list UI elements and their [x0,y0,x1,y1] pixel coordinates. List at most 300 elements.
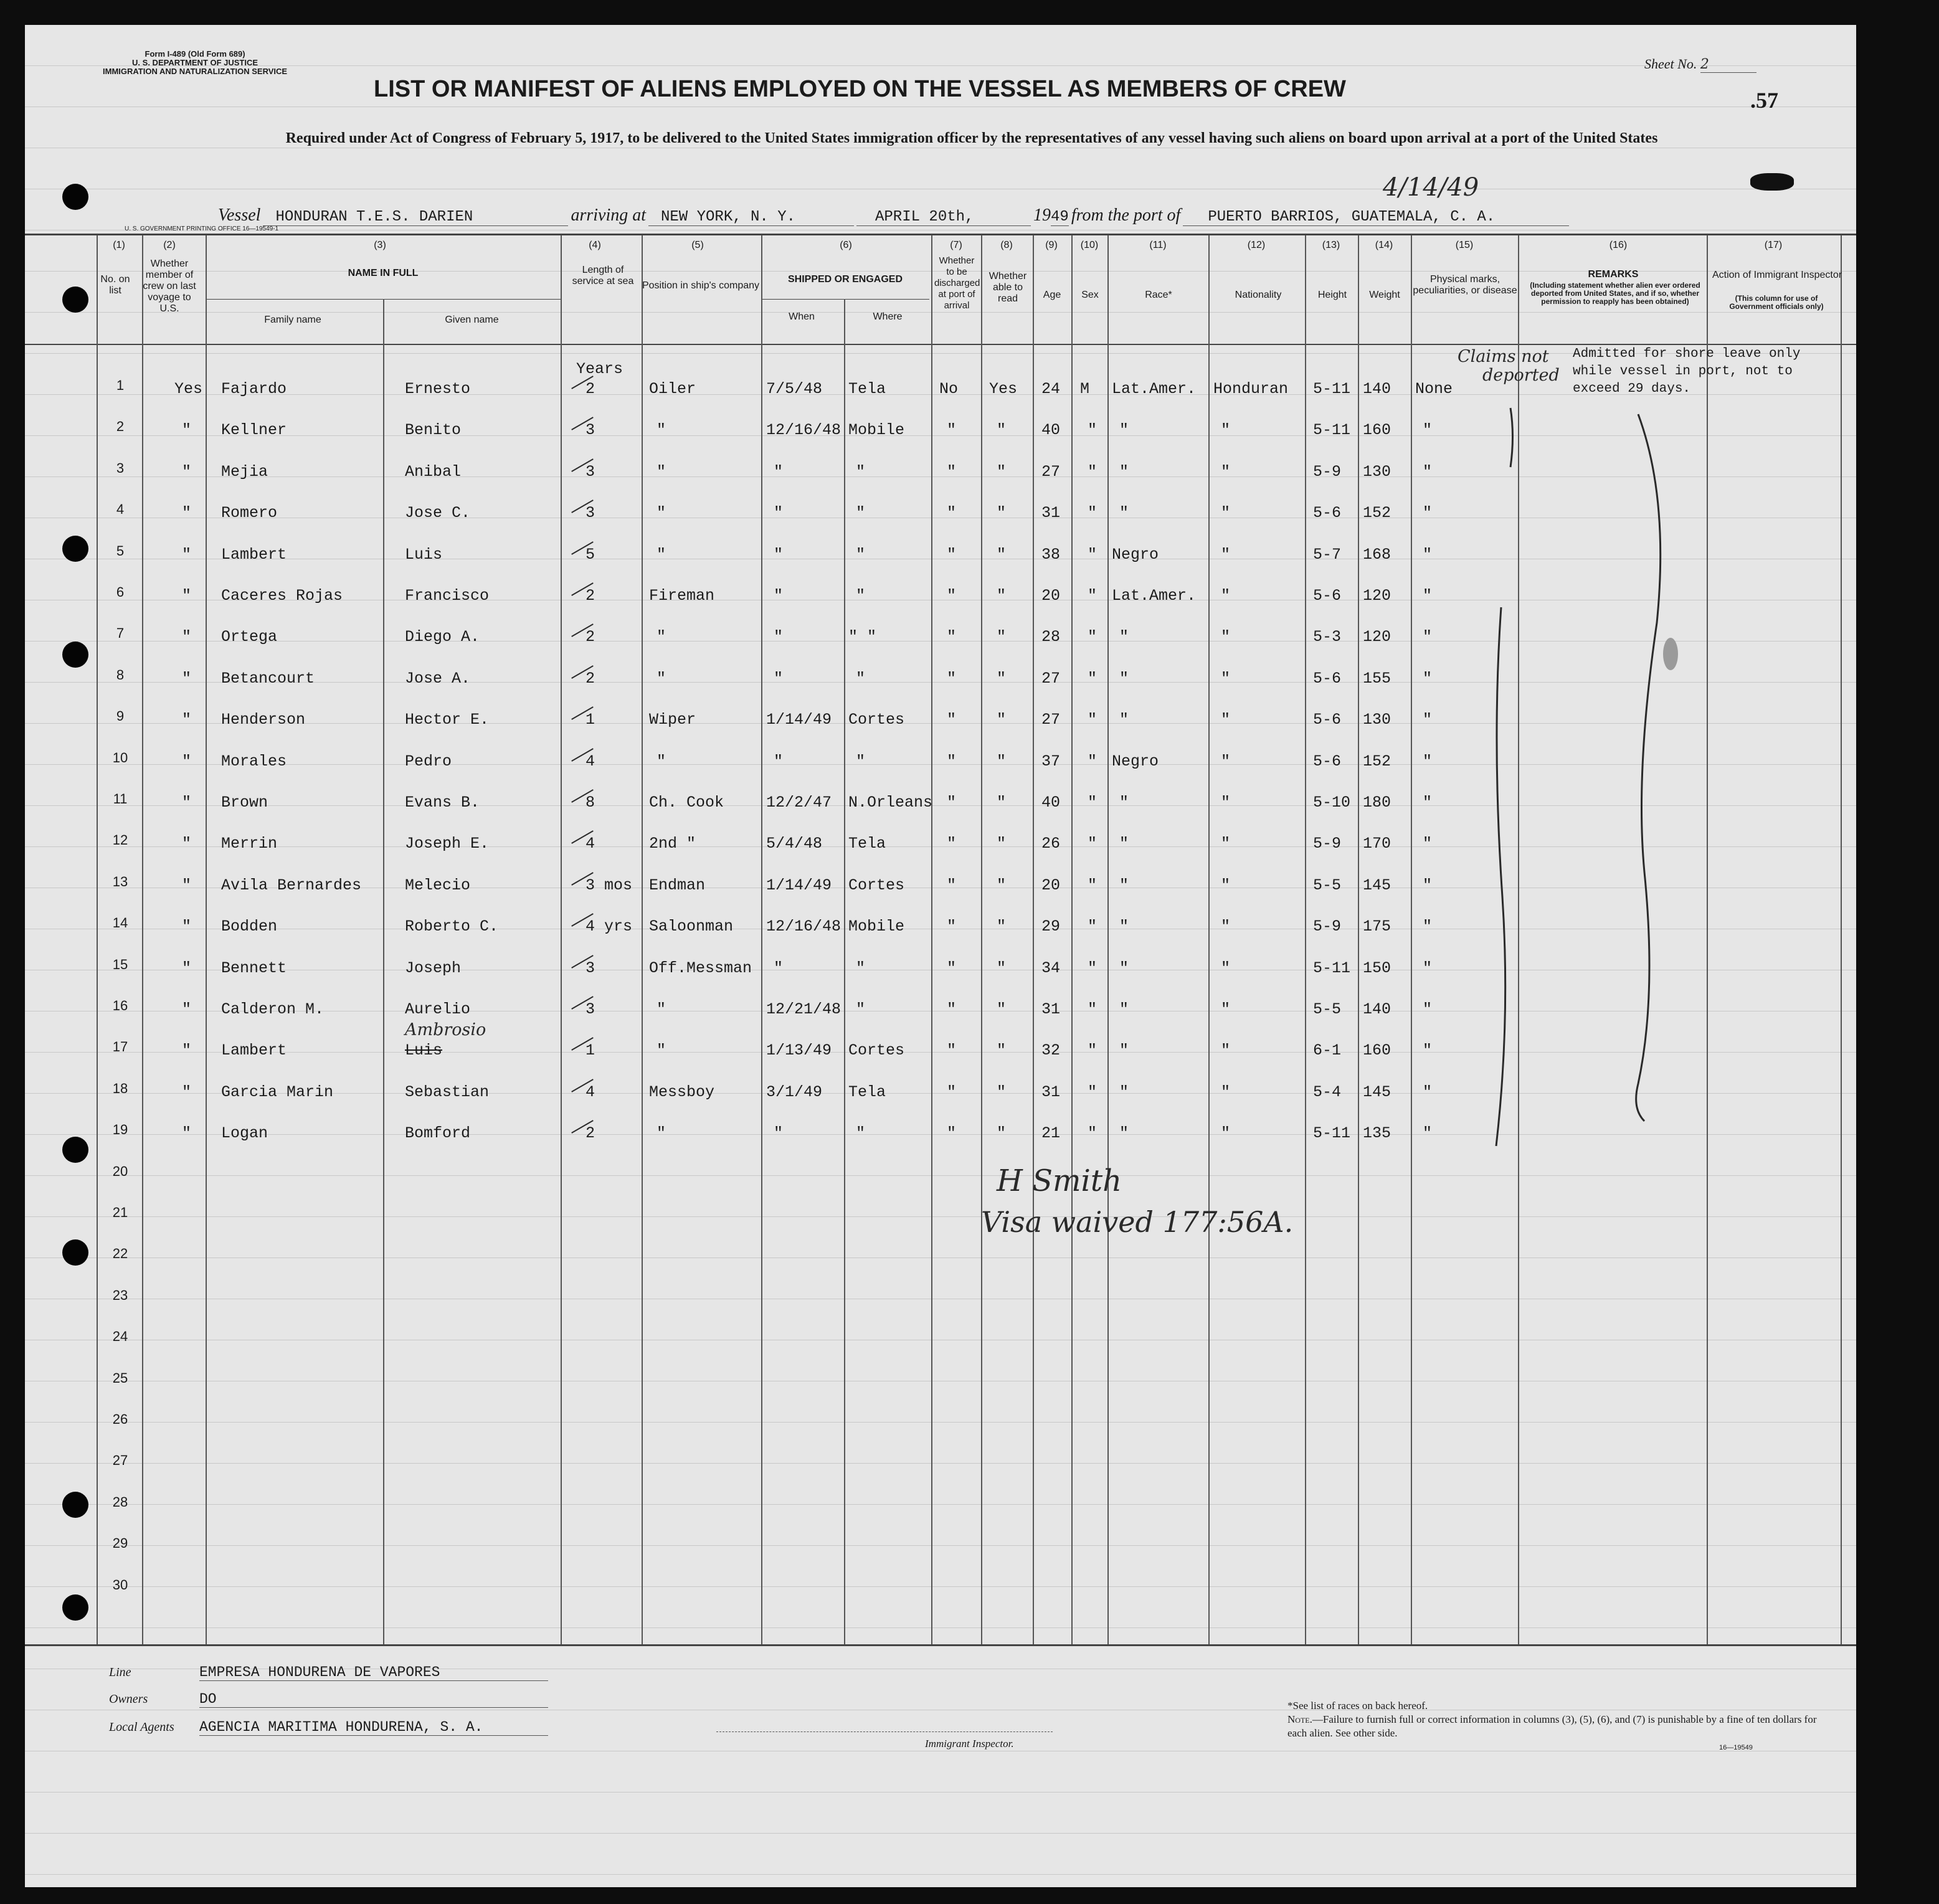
footer-owners [109,1691,548,1708]
sex: " [1088,1124,1098,1143]
weight: 120 [1363,628,1391,647]
row-number: 19 [112,1122,128,1138]
discharged: " [947,793,957,812]
remarks-line: Admitted for shore leave only [1573,347,1801,361]
header-bottom-rule [25,344,1856,345]
punch-hole [62,1239,88,1266]
row-number: 6 [116,584,125,600]
note-prefix: Note. [1287,1713,1312,1725]
given-name: Ernesto [405,380,471,398]
col-header-family: Family name [264,315,321,325]
crew-flag: " [182,1041,192,1060]
physical-marks: None [1415,380,1453,398]
service-length: 4 yrs [585,917,633,936]
given-name: Joseph [405,959,462,977]
shipped-where: " [856,587,866,605]
position: " [657,628,666,647]
row-number: 21 [112,1205,128,1220]
given-name: Luis [405,545,443,564]
row-number: 7 [116,625,125,642]
col-header-remarks: REMARKS [1588,269,1639,280]
position: " [657,1000,666,1018]
remarks-hand-line: deported [1482,366,1560,385]
discharged: " [947,545,957,564]
family-name: Betancourt [221,669,315,688]
service-length: 5 [585,545,595,564]
col-header-position: Position in ship's company [642,280,760,291]
column-number: (10) [1080,240,1099,250]
shipped-where: " [856,462,866,481]
age: 31 [1041,1000,1061,1018]
family-name: Henderson [221,711,306,729]
remarks-hand-line: Claims not [1458,347,1549,366]
nationality: " [1221,752,1231,770]
position: Wiper [649,711,696,729]
weight: 152 [1363,752,1391,770]
weight: 130 [1363,711,1391,729]
height: 5-4 [1313,1082,1342,1101]
column-divider [97,235,98,1644]
weight: 130 [1363,462,1391,481]
shipped-where: N.Orleans [848,793,933,812]
sex: " [1088,711,1098,729]
race: Negro [1112,545,1159,564]
discharged: " [947,587,957,605]
col-header-read: Whether able to read [988,271,1027,304]
family-name: Garcia Marin [221,1082,334,1101]
column-divider [642,235,643,1644]
row-number: 20 [112,1163,128,1179]
column-divider [1358,235,1359,1644]
sheet-label: Sheet No. [1644,56,1697,72]
shipped-where: Cortes [848,876,905,894]
position: Saloonman [649,917,734,936]
able-to-read: " [997,504,1007,523]
page-number: .57 [1750,88,1778,113]
remarks-line: exceed 29 days. [1573,382,1691,396]
col-header-remarks-sub: (Including statement whether alien ever ordered deported from United States, and if so, whether permission to reapply has been obtained) [1530,281,1700,306]
from-label: from the port of [1071,206,1181,225]
race: " [1119,1082,1129,1101]
arrival-date: APRIL 20th, [856,209,1031,226]
crew-flag: " [182,587,192,605]
shipped-when: 1/13/49 [766,1041,832,1060]
printer-mark: U. S. GOVERNMENT PRINTING OFFICE 16—19549-1 [125,225,279,232]
row-number: 22 [112,1246,128,1262]
age: 20 [1041,876,1061,894]
shipped-when: 1/14/49 [766,711,832,729]
punch-hole [62,1594,88,1621]
sheet-number [1644,56,1756,73]
nationality: " [1221,1041,1231,1060]
shipped-where: " [856,669,866,688]
able-to-read: " [997,1082,1007,1101]
family-name: Romero [221,504,278,523]
age: 27 [1041,462,1061,481]
shipped-where: Mobile [848,421,905,440]
service-length: 4 [585,835,595,853]
crew-flag: Yes [174,380,203,398]
shipped-where: Cortes [848,711,905,729]
race: " [1119,1124,1129,1143]
shipped-where: Tela [848,1082,886,1101]
height: 5-6 [1313,711,1342,729]
row-number: 9 [116,708,125,724]
able-to-read: " [997,959,1007,977]
weight: 140 [1363,1000,1391,1018]
punch-hole [62,536,88,562]
crew-flag: " [182,1082,192,1101]
discharged: " [947,1000,957,1018]
shipped-when: " [774,504,784,523]
column-number: (15) [1455,240,1474,250]
nationality: " [1221,545,1231,564]
height: 5-7 [1313,545,1342,564]
able-to-read: " [997,917,1007,936]
family-name: Logan [221,1124,268,1143]
able-to-read: " [997,545,1007,564]
table-bottom-rule [25,1644,1856,1646]
height: 5-11 [1313,1124,1351,1143]
row-number: 23 [112,1287,128,1303]
race: " [1119,711,1129,729]
remarks-typed [1573,346,1800,398]
col-header-given: Given name [445,315,499,325]
sex: " [1088,917,1098,936]
race: " [1119,462,1129,481]
footer-line [109,1664,548,1681]
service-length: 4 [585,752,595,770]
col-header-action: Action of Immigrant Inspector [1712,270,1842,280]
year-prefix: 19 [1033,206,1051,225]
physical-marks: " [1423,752,1433,770]
service-length: 3 [585,421,595,440]
column-divider [1071,235,1073,1644]
col-header-nationality: Nationality [1235,290,1282,300]
weight: 135 [1363,1124,1391,1143]
column-number: (13) [1322,240,1340,250]
column-number: (16) [1609,240,1628,250]
race: Lat.Amer. [1112,380,1197,398]
shipped-where: " [856,1000,866,1018]
crew-flag: " [182,876,192,894]
sex: " [1088,959,1098,977]
column-divider [561,235,562,1644]
col-header-marks: Physical marks, peculiarities, or disease [1413,274,1517,296]
given-name: Anibal [405,462,462,481]
position: Ch. Cook [649,793,724,812]
shipped-where: Tela [848,835,886,853]
given-name: Diego A. [405,628,480,647]
row-number: 28 [112,1494,128,1510]
col-header-race: Race* [1145,290,1172,300]
col-header-action-sub: (This column for use of Government officials only) [1729,294,1824,311]
height: 5-6 [1313,669,1342,688]
arriving-label: arriving at [571,206,646,225]
weight: 145 [1363,1082,1391,1101]
nationality: " [1221,628,1231,647]
race: " [1119,1000,1129,1018]
able-to-read: Yes [989,380,1018,398]
discharged: " [947,917,957,936]
service-length: 2 [585,587,595,605]
family-name: Avila Bernardes [221,876,362,894]
height: 5-6 [1313,504,1342,523]
column-divider [1841,235,1842,1644]
agents-label: Local Agents [109,1720,174,1734]
col-header-crew: Whether member of crew on last voyage to U.S. [143,258,196,314]
nationality: Honduran [1213,380,1289,398]
nationality: " [1221,504,1231,523]
shipped-when: 5/4/48 [766,835,823,853]
row-number: 30 [112,1576,128,1593]
discharged: " [947,504,957,523]
vessel-line [218,206,1569,226]
able-to-read: " [997,587,1007,605]
sex: " [1088,669,1098,688]
discharged: " [947,1082,957,1101]
sex: " [1088,545,1098,564]
able-to-read: " [997,421,1007,440]
service-length: 3 [585,504,595,523]
sex: " [1088,421,1098,440]
inspector-signature-line [716,1719,1053,1732]
column-number: (3) [374,240,386,250]
discharged: " [947,752,957,770]
row-number: 4 [116,501,125,518]
col-header-sex: Sex [1081,290,1099,300]
column-number: (17) [1764,240,1783,250]
crew-flag: " [182,917,192,936]
given-name: Bomford [405,1124,471,1143]
position: " [657,462,666,481]
column-number: (12) [1247,240,1266,250]
given-name: Benito [405,421,462,440]
line-label: Line [109,1665,131,1679]
discharged: " [947,959,957,977]
column-divider [981,235,982,1644]
sheet-value: 2 [1700,57,1756,73]
column-number: (4) [589,240,601,250]
weight: 155 [1363,669,1391,688]
age: 31 [1041,504,1061,523]
race: " [1119,793,1129,812]
sex: " [1088,835,1098,853]
able-to-read: " [997,876,1007,894]
age: 34 [1041,959,1061,977]
age: 29 [1041,917,1061,936]
sex: " [1088,1041,1098,1060]
note-text: —Failure to furnish full or correct information in columns (3), (5), (6), and (7) is punishable by a fine of ten dollars for each alien. See other side. [1287,1713,1817,1739]
shipped-where: " [856,1124,866,1143]
discharged: " [947,835,957,853]
physical-marks: " [1423,1041,1433,1060]
nationality: " [1221,835,1231,853]
shipped-where: Cortes [848,1041,905,1060]
nationality: " [1221,669,1231,688]
height: 5-5 [1313,1000,1342,1018]
col-header-shipped: SHIPPED OR ENGAGED [787,274,903,285]
crew-flag: " [182,752,192,770]
given-name: Francisco [405,587,490,605]
footer-agents [109,1719,548,1736]
position: " [657,1041,666,1060]
physical-marks: " [1423,587,1433,605]
service-length: 3 mos [585,876,633,894]
row-number: 26 [112,1411,128,1427]
given-name: Evans B. [405,793,480,812]
able-to-read: " [997,711,1007,729]
crew-flag: " [182,669,192,688]
shipped-when: " [774,752,784,770]
punch-hole [62,1137,88,1163]
position: " [657,1124,666,1143]
punch-hole [62,642,88,668]
nationality: " [1221,587,1231,605]
crew-flag: " [182,711,192,729]
physical-marks: " [1423,1082,1433,1101]
remarks-handwritten [1458,348,1560,385]
column-number: (14) [1375,240,1393,250]
family-name: Bennett [221,959,287,977]
physical-marks: " [1423,628,1433,647]
row-number: 12 [112,832,128,848]
family-name: Bodden [221,917,278,936]
position: " [657,421,666,440]
column-number: (1) [113,240,125,250]
column-divider [383,299,384,1644]
age: 40 [1041,421,1061,440]
service-length: 2 [585,1124,595,1143]
sex: " [1088,1000,1098,1018]
print-code: 16—19549 [1719,1744,1753,1751]
family-name: Fajardo [221,380,287,398]
crew-flag: " [182,793,192,812]
row-number: 18 [112,1080,128,1096]
service-length: 1 [585,1041,595,1060]
column-number: (2) [163,240,176,250]
manifest-sheet [25,25,1856,1887]
row-number: 5 [116,542,125,559]
shipped-when: 12/16/48 [766,421,841,440]
column-number: (8) [1000,240,1013,250]
column-divider [1208,235,1210,1644]
arrival-port: NEW YORK, N. Y. [648,209,854,226]
years-label: Years [576,360,623,378]
shipped-when: 3/1/49 [766,1082,823,1101]
able-to-read: " [997,1124,1007,1143]
nationality: " [1221,421,1231,440]
nationality: " [1221,917,1231,936]
weight: 160 [1363,1041,1391,1060]
shipped-when: " [774,959,784,977]
able-to-read: " [997,793,1007,812]
weight: 170 [1363,835,1391,853]
column-divider [1305,235,1306,1644]
given-name: Joseph E. [405,835,490,853]
age: 37 [1041,752,1061,770]
physical-marks: " [1423,1000,1433,1018]
given-name: Hector E. [405,711,490,729]
weight: 160 [1363,421,1391,440]
physical-marks: " [1423,462,1433,481]
position: " [657,504,666,523]
race: Negro [1112,752,1159,770]
service-length: 2 [585,669,595,688]
sex: " [1088,504,1098,523]
shipped-where: " [856,545,866,564]
discharged: " [947,669,957,688]
agents-value: AGENCIA MARITIMA HONDURENA, S. A. [199,1719,548,1736]
shipped-when: " [774,669,784,688]
weight: 145 [1363,876,1391,894]
position: Off.Messman [649,959,752,977]
given-name: Pedro [405,752,452,770]
height: 6-1 [1313,1041,1342,1060]
shipped-header-rule [761,299,929,300]
crew-flag: " [182,421,192,440]
discharged: No [939,380,959,398]
shipped-when: 7/5/48 [766,380,823,398]
age: 32 [1041,1041,1061,1060]
sex: " [1088,462,1098,481]
service-length: 2 [585,628,595,647]
crew-flag: " [182,1000,192,1018]
race: " [1119,669,1129,688]
able-to-read: " [997,628,1007,647]
family-name: Merrin [221,835,278,853]
family-name: Calderon M. [221,1000,325,1018]
shipped-when: " [774,587,784,605]
physical-marks: " [1423,835,1433,853]
inspector-label: Immigrant Inspector. [925,1738,1014,1750]
physical-marks: " [1423,504,1433,523]
row-number: 10 [112,749,128,765]
discharged: " [947,711,957,729]
position: Endman [649,876,706,894]
punch-hole [62,184,88,210]
nationality: " [1221,876,1231,894]
height: 5-11 [1313,421,1351,440]
race: " [1119,421,1129,440]
given-name: Sebastian [405,1082,490,1101]
remarks-line: while vessel in port, not to [1573,364,1793,379]
crew-flag: " [182,462,192,481]
table-top-rule [25,234,1856,235]
row-number: 1 [116,377,125,393]
service-length: 3 [585,1000,595,1018]
physical-marks: " [1423,917,1433,936]
ink-blot [1750,173,1794,191]
race: " [1119,504,1129,523]
crew-flag: " [182,1124,192,1143]
given-name: Jose C. [405,504,471,523]
family-name: Ortega [221,628,278,647]
sex: " [1088,752,1098,770]
crew-flag: " [182,959,192,977]
height: 5-3 [1313,628,1342,647]
discharged: " [947,1041,957,1060]
row-number: 25 [112,1370,128,1386]
column-divider [761,235,762,1644]
nationality: " [1221,959,1231,977]
race: " [1119,959,1129,977]
column-number: (7) [950,240,962,250]
nationality: " [1221,1000,1231,1018]
punch-hole [62,287,88,313]
col-header-service: Length of service at sea [572,265,634,287]
nationality: " [1221,462,1231,481]
